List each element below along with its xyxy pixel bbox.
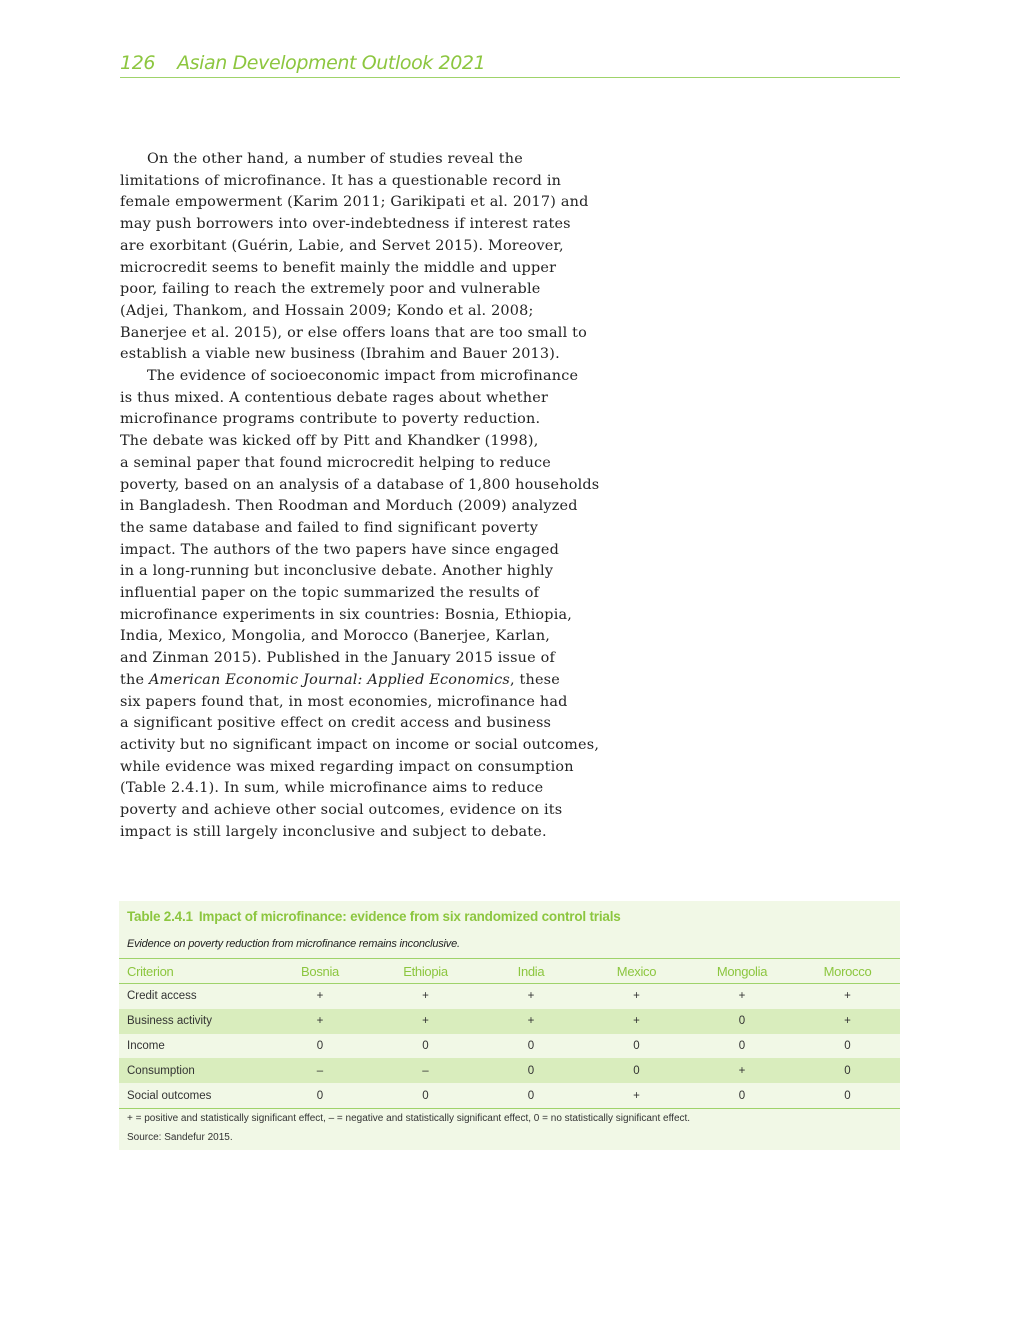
table-cell: + [844,990,851,1003]
text-line-journal [120,670,600,692]
text-line: Banerjee et al. 2015), or else offers loans that are too small to [120,324,587,341]
text-line: while evidence was mixed regarding impact on consumption [120,758,574,775]
column-header: Ethiopia [373,959,478,984]
table-cell: – [267,1058,373,1083]
table-cell: 0 [316,1039,324,1052]
text-line: The evidence of socioeconomic impact from microfinance [147,368,579,385]
text-line: (Adjei, Thankom, and Hossain 2009; Kondo et al. 2008; [120,302,534,319]
table-title-text: Impact of microfinance: evidence from six randomized control trials [198,909,621,924]
text-line: a seminal paper that found microcredit helping to reduce [120,454,552,471]
table-header-row [119,959,900,984]
text-line: microfinance programs contribute to poverty reduction. [120,411,541,428]
table-box [119,901,900,1150]
table-cell: 0 [478,1083,584,1108]
table-row [119,1034,900,1059]
running-head [120,50,900,78]
table-cell: 0 [373,1083,478,1108]
column-header: Morocco [795,959,900,984]
text-line: may push borrowers into over-indebtedness if interest rates [120,216,571,233]
table-cell: + [689,1058,795,1083]
table-cell: 0 [844,1039,851,1052]
table-note: + = positive and statistically significant effect, – = negative and statistically significant effect, 0 = no statistically significant effect. [127,1113,691,1124]
table-title [127,909,621,924]
table-cell: 0 [527,1039,535,1052]
text-line: in a long-running but inconclusive debate. Another highly [120,563,554,580]
table-cell: + [584,1009,689,1034]
table-cell: 0 [584,1058,689,1083]
text-line: in Bangladesh. Then Roodman and Morduch (2009) analyzed [120,498,578,515]
text-line: activity but no significant impact on income or social outcomes, [120,736,600,753]
publication-title: Asian Development Outlook 2021 [177,52,486,74]
text-line: poverty and achieve other social outcomes, evidence on its [120,802,563,819]
text-line: a significant positive effect on credit access and business [120,715,552,732]
table-cell: 0 [738,1039,746,1052]
table-cell: + [267,1009,373,1034]
text-line: and Zinman 2015). Published in the January 2015 issue of [120,650,556,667]
table-cell: – [373,1058,478,1083]
text-line: influential paper on the topic summarized the results of [120,585,540,602]
row-label: Social outcomes [119,1083,267,1108]
column-header: Bosnia [267,959,373,984]
text-line: The debate was kicked off by Pitt and Khandker (1998), [120,433,539,450]
column-header: Mexico [584,959,689,984]
table-cell: + [316,990,324,1003]
table-cell: 0 [633,1039,640,1052]
impact-table [119,958,900,1109]
text-line: India, Mexico, Mongolia, and Morocco (Banerjee, Karlan, [120,628,551,645]
table-cell: 0 [795,1058,900,1083]
table-cell: + [373,1009,478,1034]
table-cell: + [738,990,746,1003]
column-header: Mongolia [689,959,795,984]
journal-name: American Economic Journal: Applied Economics [148,671,510,688]
table-row [119,984,900,1009]
table-row [119,1083,900,1108]
row-label: Business activity [119,1009,267,1034]
journal-line-before: the [120,671,149,688]
table-number: Table 2.4.1 [127,909,193,924]
table-cell: + [633,990,640,1003]
table-cell: + [422,990,429,1003]
table-cell: + [584,1083,689,1108]
table-cell: 0 [689,1009,795,1034]
table-source: Source: Sandefur 2015. [127,1132,233,1143]
table-row [119,1009,900,1034]
paragraph-2 [120,366,600,843]
table-cell: 0 [422,1039,429,1052]
text-line: poor, failing to reach the extremely poor and vulnerable [120,281,541,298]
page-number: 126 [120,52,156,74]
column-header: Criterion [119,959,267,984]
text-line: are exorbitant (Guérin, Labie, and Servet 2015). Moreover, [120,237,564,254]
table-cell: 0 [689,1083,795,1108]
text-line: impact. The authors of the two papers have since engaged [120,541,559,558]
row-label: Credit access [127,990,197,1003]
text-line: microfinance experiments in six countries: Bosnia, Ethiopia, [120,606,573,623]
text-line: microcredit seems to benefit mainly the middle and upper [120,259,557,276]
table-row [119,1058,900,1083]
body-text [120,149,600,844]
text-line: female empowerment (Karim 2011; Garikipati et al. 2017) and [120,194,589,211]
paragraph-1 [120,149,600,366]
table-subtitle: Evidence on poverty reduction from microfinance remains inconclusive. [127,938,460,950]
table-cell: + [527,990,535,1003]
text-line: establish a viable new business (Ibrahim and Bauer 2013). [120,346,560,363]
text-line: is thus mixed. A contentious debate rages about whether [120,389,549,406]
table-cell: 0 [267,1083,373,1108]
row-label: Consumption [119,1058,267,1083]
table-cell: + [795,1009,900,1034]
table-cell: 0 [478,1058,584,1083]
table-cell: + [478,1009,584,1034]
text-line: six papers found that, in most economies, microfinance had [120,693,568,710]
row-label: Income [127,1039,165,1052]
column-header: India [478,959,584,984]
text-line: impact is still largely inconclusive and subject to debate. [120,823,547,840]
text-line: the same database and failed to find significant poverty [120,519,539,536]
text-line: limitations of microfinance. It has a questionable record in [120,172,562,189]
text-line: On the other hand, a number of studies reveal the [147,151,523,167]
text-line: poverty, based on an analysis of a database of 1,800 households [120,476,600,493]
journal-line-after: , these [509,671,560,688]
text-line: (Table 2.4.1). In sum, while microfinance aims to reduce [120,780,544,797]
table-cell: 0 [795,1083,900,1108]
